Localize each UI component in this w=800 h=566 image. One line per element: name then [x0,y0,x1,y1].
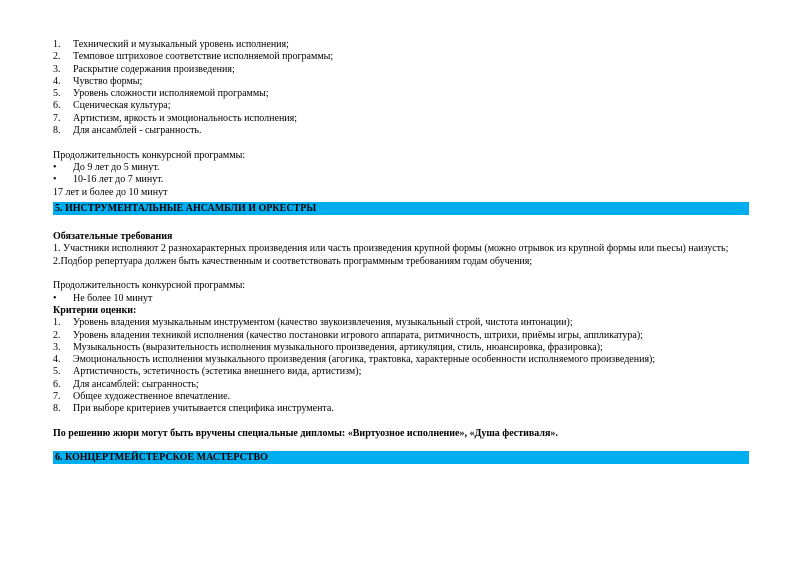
duration-extra: 17 лет и более до 10 минут [53,186,168,198]
bullet-icon: • [53,174,57,186]
list-item: 3. Музыкальность (выразительность исполнения музыкального произведения, артикуляция, стиль, нюансировка, фразировка); [53,341,603,353]
spacer [53,416,749,428]
spacer [53,219,749,231]
list-item: 5. Артистичность, эстетичность (эстетика внешнего вида, артистизм); [53,366,362,378]
list-item: 8. При выборе критериев учитывается специфика инструмента. [53,403,334,415]
spacer [53,440,749,448]
section-5-header: 5. ИНСТРУМЕНТАЛЬНЫЕ АНСАМБЛИ И ОРКЕСТРЫ [53,202,749,215]
list-item: 4. Чувство формы; [53,75,143,87]
list-item: 2. Темповое штриховое соответствие исполняемой программы; [53,51,334,63]
criteria-heading: Критерии оценки: [53,304,137,316]
requirement-1: 1. Участники исполняют 2 разнохарактерных произведения или часть произведения крупной формы (можно отрывок из крупной формы или пьесы) наизусть; [53,243,729,255]
requirements-heading: Обязательные требования [53,231,173,243]
criteria-list-section-5 [53,317,749,415]
list-item: 1. Технический и музыкальный уровень исполнения; [53,39,289,50]
list-item: 6. Для ансамблей: сыгранность; [53,378,199,390]
section-6-header: 6. КОНЦЕРТМЕЙСТЕРСКОЕ МАСТЕРСТВО [53,451,749,464]
bullet-icon: • [53,292,57,304]
spacer [53,137,749,149]
jury-note: По решению жюри могут быть вручены специальные дипломы: «Виртуозное исполнение», «Душа фестиваля». [53,427,558,439]
document-page [53,39,749,468]
list-item: 7. Артистизм, яркость и эмоциональность исполнения; [53,112,298,124]
duration-list [53,293,749,305]
list-item: 8. Для ансамблей - сыгранность. [53,125,202,137]
list-item: • 10-16 лет до 7 минут. [53,174,164,186]
criteria-list-top [53,39,749,137]
list-item: • До 9 лет до 5 минут. [53,161,160,173]
duration-heading: Продолжительность конкурсной программы: [53,280,246,292]
list-item: 7. Общее художественное впечатление. [53,391,231,403]
list-item: 3. Раскрытие содержания произведения; [53,63,235,75]
list-item: 4. Эмоциональность исполнения музыкального произведения (агогика, трактовка, характерные особенности исполняемого произведения); [53,354,656,366]
bullet-icon: • [53,161,57,173]
list-item: 6. Сценическая культура; [53,100,171,112]
list-item: 2. Уровень владения техникой исполнения (качество постановки игрового аппарата, ритмичность, штрихи, приёмы игры, аппликатура); [53,329,643,341]
duration-list [53,162,749,187]
list-item: 5. Уровень сложности исполняемой программы; [53,88,269,100]
list-item: • Не более 10 минут [53,292,153,304]
spacer [53,268,749,280]
duration-heading: Продолжительность конкурсной программы: [53,149,246,161]
requirement-2: 2.Подбор репертуара должен быть качественным и соответствовать программным требованиям годам обучения; [53,255,533,267]
list-item: 1. Уровень владения музыкальным инструментом (качество звукоизвлечения, музыкальный строй, чистота интонации); [53,317,573,329]
